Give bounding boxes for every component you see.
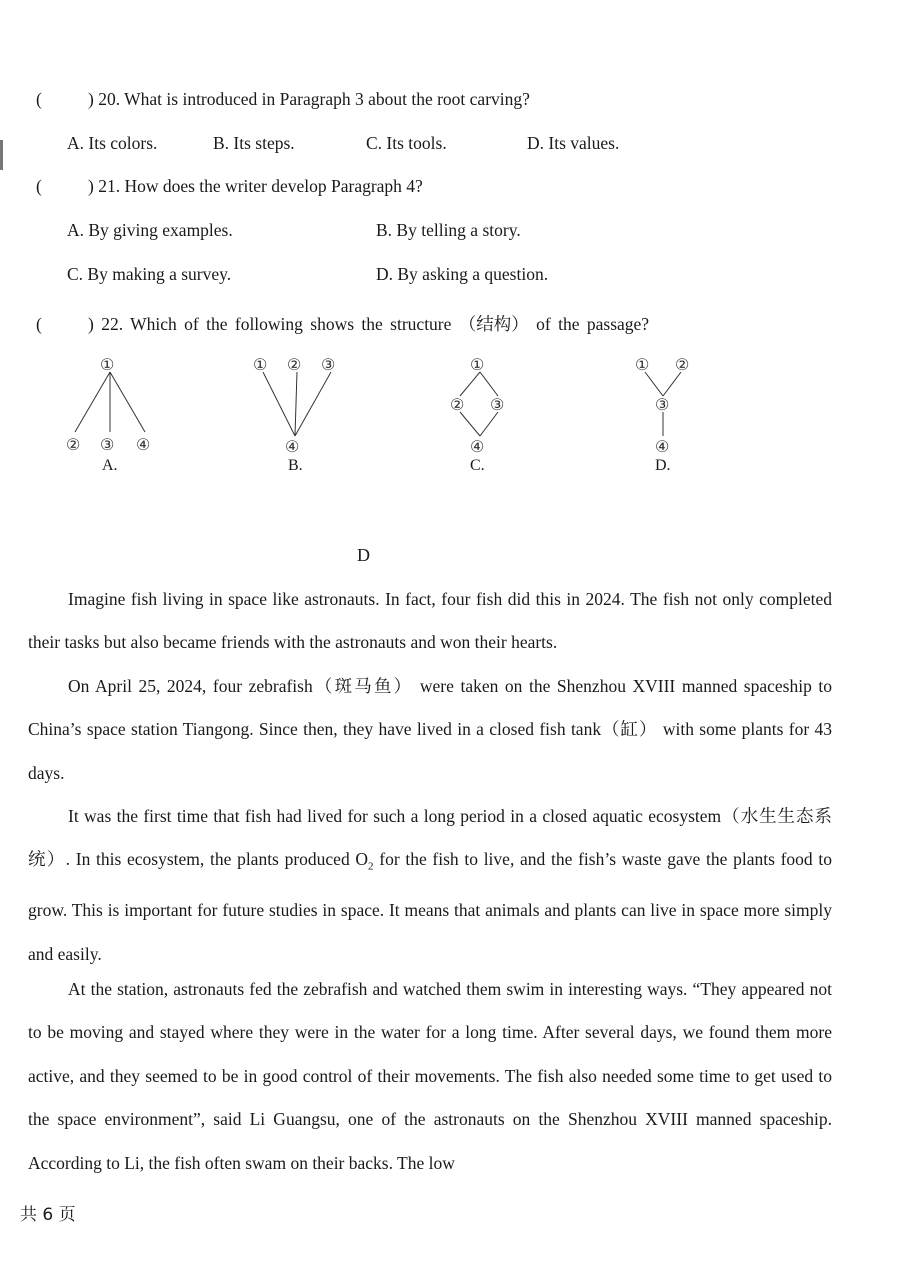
diagram-label-a: A. — [102, 457, 118, 474]
node-4: ④ — [285, 439, 300, 456]
question-text: ) 22. Which of the following shows the structure （结构） of the passage? — [88, 314, 650, 334]
branch-line — [110, 372, 145, 432]
branch-line — [295, 372, 331, 436]
diagram-a-svg — [60, 350, 170, 460]
page-footer: 共 6 页 — [20, 1205, 76, 1225]
branch-line — [480, 412, 498, 436]
branch-line — [645, 372, 663, 396]
node-1: ① — [635, 357, 650, 374]
node-1: ① — [100, 357, 115, 374]
passage-paragraph-3 — [28, 795, 832, 976]
node-1: ① — [253, 357, 268, 374]
node-3: ③ — [321, 357, 336, 374]
paragraph-text: At the station, astronauts fed the zebrafish and watched them swim in interesting ways. “They appeared not to be moving and stayed where they were in the water for a long time. After several days, we found them more active, and they seemed to be in good control of their movements. The fish also needed some time to get used to the space environment”, said Li Guangsu, one of the astronauts on the Shenzhou XVIII manned spaceship. According to Li, the fish often swam on their backs. The low — [28, 979, 832, 1173]
node-3: ③ — [490, 397, 505, 414]
structure-diagram-c — [430, 350, 540, 465]
node-2: ② — [450, 397, 465, 414]
node-2: ② — [675, 357, 690, 374]
node-2: ② — [287, 357, 302, 374]
branch-line — [75, 372, 110, 432]
paragraph-text: It was the first time that fish had lived for such a long period in a closed aquatic ecosystem（水生生态系统）. In this ecosystem, the plants produced O — [28, 806, 832, 870]
option-a: A. Its colors. — [67, 133, 158, 153]
branch-line — [263, 372, 295, 436]
branch-line — [663, 372, 681, 396]
section-heading: D — [357, 545, 370, 565]
branch-line — [460, 412, 480, 436]
branch-line — [480, 372, 498, 396]
binding-mark — [0, 140, 3, 170]
structure-diagram-d — [615, 350, 725, 465]
branch-line — [295, 372, 297, 436]
node-3: ③ — [655, 397, 670, 414]
node-4: ④ — [136, 437, 151, 454]
diagram-d-svg — [615, 350, 725, 460]
answer-bracket[interactable]: ( — [36, 314, 42, 334]
node-1: ① — [470, 357, 485, 374]
option-b: B. Its steps. — [213, 133, 295, 153]
answer-bracket[interactable]: ( — [36, 89, 42, 109]
option-d: D. Its values. — [527, 133, 620, 153]
paragraph-text: for the fish to live, and the fish’s waste gave the plants food to grow. This is important for future studies in space. It means that animals and plants can live in space more simply and easily. — [28, 849, 832, 964]
passage-paragraph-2 — [28, 665, 832, 795]
diagram-c-svg — [430, 350, 540, 460]
option-a: A. By giving examples. — [67, 220, 233, 240]
structure-diagram-a — [60, 350, 170, 465]
option-c: C. By making a survey. — [67, 264, 232, 284]
passage-paragraph-1 — [28, 578, 832, 665]
diagram-label-c: C. — [470, 457, 485, 474]
option-b: B. By telling a story. — [376, 220, 521, 240]
passage-paragraph-4 — [28, 968, 832, 1185]
diagram-label-d: D. — [655, 457, 671, 474]
branch-line — [460, 372, 480, 396]
node-4: ④ — [470, 439, 485, 456]
subscript-2: 2 — [368, 860, 374, 873]
diagram-b-svg — [245, 350, 355, 460]
question-text: ) 20. What is introduced in Paragraph 3 about the root carving? — [88, 89, 530, 109]
paragraph-text: On April 25, 2024, four zebrafish（斑马鱼） were taken on the Shenzhou XVIII manned spaceship to China’s space station Tiangong. Since then, they have lived in a closed fish tank（缸） with some plants for 43 days. — [28, 676, 832, 783]
question-text: ) 21. How does the writer develop Paragraph 4? — [88, 176, 423, 196]
option-c: C. Its tools. — [366, 133, 447, 153]
structure-diagram-b — [245, 350, 355, 465]
answer-bracket[interactable]: ( — [36, 176, 42, 196]
paragraph-text: Imagine fish living in space like astronauts. In fact, four fish did this in 2024. The fish not only completed their tasks but also became friends with the astronauts and won their hearts. — [28, 589, 832, 653]
node-2: ② — [66, 437, 81, 454]
node-4: ④ — [655, 439, 670, 456]
option-d: D. By asking a question. — [376, 264, 549, 284]
node-3: ③ — [100, 437, 115, 454]
diagram-label-b: B. — [288, 457, 303, 474]
